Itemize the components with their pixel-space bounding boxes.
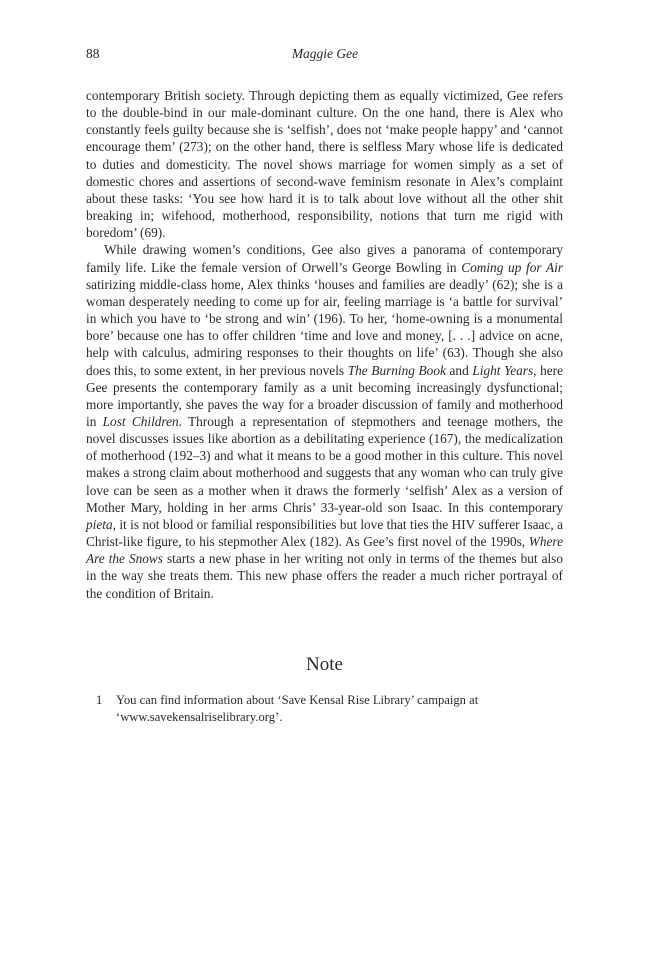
body-text bbox=[86, 87, 563, 602]
italic-title: Where Are the Snows bbox=[86, 534, 563, 567]
italic-title: Lost Children bbox=[102, 413, 179, 429]
text-run: contemporary British society. Through depicting them as equally victimized, Gee refers to the double-bind in our male-dominant culture. On the one hand, there is Alex who constantly feels guilty because she is ‘selfish’, does not ‘make people happy’ and ‘cannot encourage them’ (273); on the other hand, there is selfless Mary whose life is dedicated to duties and domesticity. The novel shows marriage for women simply as a set of domestic chores and assertions of second-wave feminism resonate in Alex’s complaint about these tasks: ‘You see how hard it is to talk about love without all the other shit breaking in; wifehood, motherhood, responsibility, notions that turn me rigid with boredom’ (69). bbox=[86, 88, 563, 241]
footnote bbox=[96, 692, 556, 725]
text-run: , here Gee presents the contemporary family as a unit becoming increasingly dysfunctional; more importantly, she paves the way for a broader discussion of family and motherhood in bbox=[86, 362, 564, 429]
italic-title: pieta bbox=[86, 516, 113, 532]
running-title: Maggie Gee bbox=[291, 46, 359, 61]
italic-title: Coming up for Air bbox=[461, 259, 563, 275]
italic-title: The Burning Book bbox=[347, 362, 446, 378]
page-number: 88 bbox=[86, 46, 100, 61]
text-run: and bbox=[445, 362, 473, 378]
text-run: While drawing women’s conditions, Gee also gives a panorama of contemporary family life. Like the female version of Orwell’s George Bowling in bbox=[86, 242, 563, 275]
text-run: , it is not blood or familial responsibilities but love that ties the HIV sufferer Isaac, a Christ-like figure, to his stepmother Alex (182). As Gee’s first novel of the 1990s, bbox=[86, 516, 563, 550]
notes-heading: Note bbox=[306, 654, 343, 675]
text-run: . Through a representation of stepmothers and teenage mothers, the novel discusses issues like abortion as a debilitating experience (167), the medicalization of motherhood (192–3) and what it means to be a good mother in this culture. This novel makes a strong claim about motherhood and suggests that any woman who can truly give love can be seen as a mother when it draws the formerly ‘selfish’ Alex as a version of Mother Mary, holding in her arms Chris’ 33-year-old son Isaac. In this contemporary bbox=[86, 413, 563, 515]
footnote-text: You can find information about ‘Save Kensal Rise Library’ campaign at ‘www.savekensalriselibrary.org’. bbox=[116, 693, 479, 724]
text-run: starts a new phase in her writing not only in terms of the themes but also in the way she treats them. This new phase offers the reader a much richer portrayal of the condition of Britain. bbox=[86, 551, 563, 601]
paragraph bbox=[86, 241, 563, 601]
text-run: satirizing middle-class home, Alex thinks ‘houses and families are deadly’ (62); she is a woman desperately needing to come up for air, feeling marriage is ‘a battle for survival’ in which you have to ‘be strong and win’ (196). To her, ‘home-owning is a monumental bore’ because one has to offer children ‘time and love and money, [. . .] advice on acne, help with calculus, admiring responses to their thoughts on life’ (63). Though she also does this, to some extent, in her previous novels bbox=[86, 276, 563, 378]
paragraph bbox=[86, 87, 563, 241]
footnote-number: 1 bbox=[96, 693, 103, 707]
italic-title: Light Years bbox=[472, 362, 534, 378]
